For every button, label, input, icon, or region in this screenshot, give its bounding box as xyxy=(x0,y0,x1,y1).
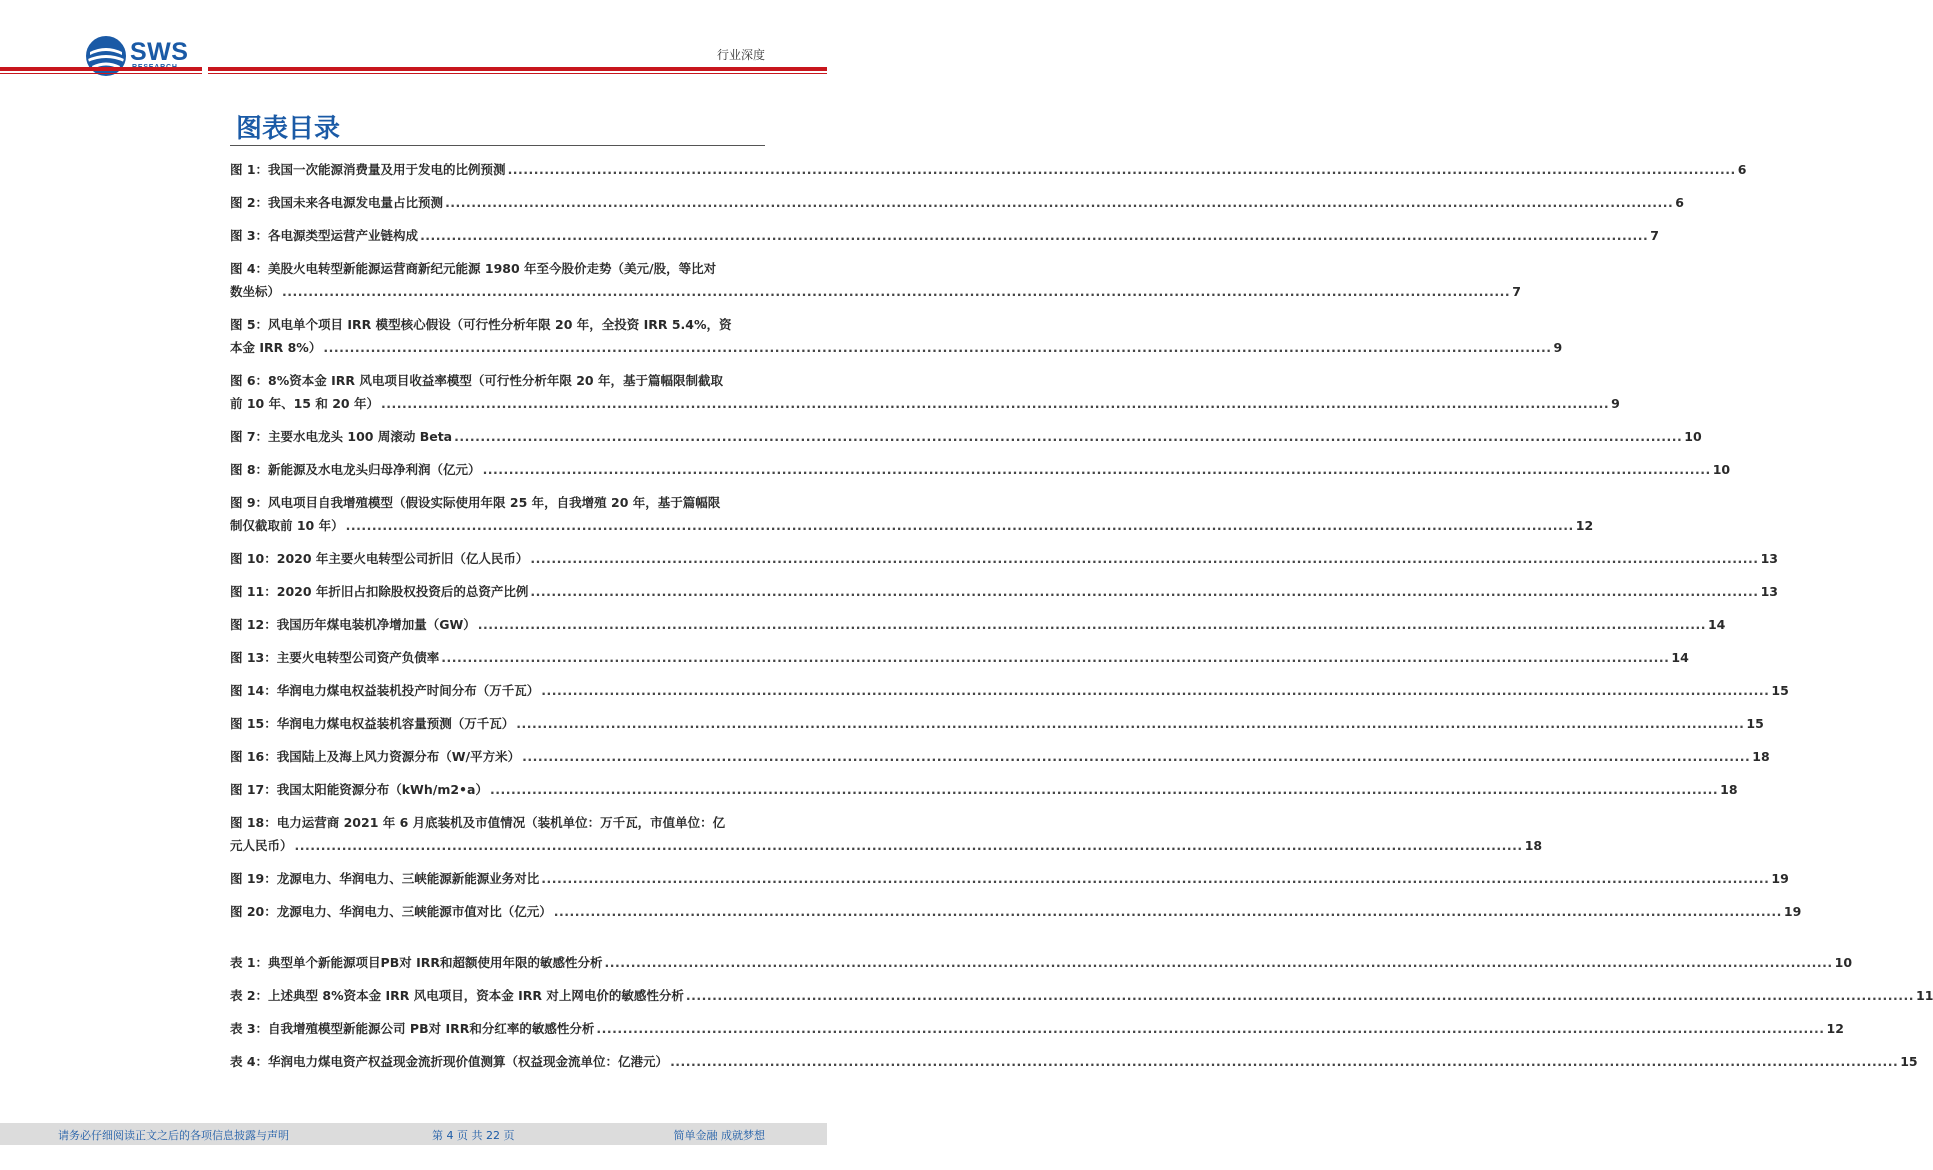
toc-dot-leader: .......................................................................................................................................................................................................................................... xyxy=(541,871,1770,886)
logo-text: SWS xyxy=(130,38,189,66)
toc-page-number: 6 xyxy=(1737,162,1747,177)
toc-page-number: 19 xyxy=(1783,904,1802,919)
toc-entry-label: 图 17：我国太阳能资源分布（kWh/m2•a） xyxy=(230,782,488,797)
toc-entry-label: 图 9：风电项目自我增殖模型（假设实际使用年限 25 年，自我增殖 20 年，基于篇幅限 xyxy=(230,495,721,510)
toc-entry[interactable] xyxy=(230,613,1726,636)
toc-dot-leader: .......................................................................................................................................................................................................................................... xyxy=(323,340,1552,355)
toc-entry-label: 图 13：主要火电转型公司资产负债率 xyxy=(230,650,440,665)
toc-entry-label-cont: 前 10 年、15 和 20 年） xyxy=(230,396,379,411)
toc-dot-leader: .......................................................................................................................................................................................................................................... xyxy=(489,782,1719,797)
toc-dot-leader: .......................................................................................................................................................................................................................................... xyxy=(380,396,1610,411)
toc-entry-label: 图 3：各电源类型运营产业链构成 xyxy=(230,228,419,243)
toc-entry-label: 表 4：华润电力煤电资产权益现金流折现价值测算（权益现金流单位：亿港元） xyxy=(230,1054,669,1069)
toc-page-number: 13 xyxy=(1760,551,1778,566)
toc-entry[interactable] xyxy=(230,1017,1844,1040)
toc-entry[interactable] xyxy=(230,547,1778,570)
toc-entry[interactable] xyxy=(230,900,1802,923)
toc-entry-label: 图 15：华润电力煤电权益装机容量预测（万千瓦） xyxy=(230,716,515,731)
header-rule-right-thin xyxy=(208,73,827,74)
toc-entry-label: 图 16：我国陆上及海上风力资源分布（W/平方米） xyxy=(230,749,521,764)
toc-page-number: 10 xyxy=(1712,462,1731,477)
toc-entry-label: 图 11：2020 年折旧占扣除股权投资后的总资产比例 xyxy=(230,584,529,599)
toc-page-number: 19 xyxy=(1771,871,1789,886)
page-number: 第 4 页 共 22 页 xyxy=(432,1129,515,1142)
toc-entry[interactable] xyxy=(230,778,1738,801)
toc-entry-label: 图 7：主要水电龙头 100 周滚动 Beta xyxy=(230,429,453,444)
toc-page-number: 10 xyxy=(1834,955,1853,970)
toc-page-number: 7 xyxy=(1512,284,1521,299)
toc-entry-label-cont: 制仅截取前 10 年） xyxy=(230,518,344,533)
page-title: 图表目录 xyxy=(236,114,341,144)
toc-page-number: 15 xyxy=(1746,716,1764,731)
toc-entry[interactable] xyxy=(230,679,1789,702)
toc-page-number: 11 xyxy=(1916,988,1933,1003)
toc-dot-leader: .......................................................................................................................................................................................................................................... xyxy=(553,904,1782,919)
toc-dot-leader: .......................................................................................................................................................................................................................................... xyxy=(522,749,1751,764)
toc-page-number: 15 xyxy=(1771,683,1789,698)
toc-entry-label: 图 20：龙源电力、华润电力、三峡能源市值对比（亿元） xyxy=(230,904,552,919)
toc-page-number: 10 xyxy=(1684,429,1702,444)
toc-entry[interactable] xyxy=(230,646,1689,669)
toc-dot-leader: .......................................................................................................................................................................................................................................... xyxy=(482,462,1711,477)
toc-dot-leader: .......................................................................................................................................................................................................................................... xyxy=(294,838,1523,853)
toc-page-number: 6 xyxy=(1675,195,1684,210)
toc-entry[interactable] xyxy=(230,191,1684,214)
toc-entry-label: 图 10：2020 年主要火电转型公司折旧（亿人民币） xyxy=(230,551,529,566)
toc-entry[interactable] xyxy=(230,811,1543,857)
toc-page-number: 18 xyxy=(1524,838,1543,853)
header-rule-left-thin xyxy=(0,73,202,74)
toc-entry[interactable] xyxy=(230,369,1620,415)
toc-dot-leader: .......................................................................................................................................................................................................................................... xyxy=(530,551,1759,566)
toc-dot-leader: .......................................................................................................................................................................................................................................... xyxy=(445,195,1674,210)
toc-entry-label: 图 19：龙源电力、华润电力、三峡能源新能源业务对比 xyxy=(230,871,540,886)
toc-entry-label: 图 1：我国一次能源消费量及用于发电的比例预测 xyxy=(230,162,506,177)
toc-entry-label: 图 8：新能源及水电龙头归母净利润（亿元） xyxy=(230,462,481,477)
toc-entry[interactable] xyxy=(230,1050,1918,1073)
toc-entry[interactable] xyxy=(230,867,1789,890)
footer-disclaimer[interactable]: 请务必仔细阅读正文之后的各项信息披露与声明 xyxy=(58,1129,289,1142)
toc-dot-leader: .......................................................................................................................................................................................................................................... xyxy=(604,955,1833,970)
toc-page-number: 18 xyxy=(1720,782,1738,797)
toc-dot-leader: .......................................................................................................................................................................................................................................... xyxy=(530,584,1759,599)
toc-dot-leader: .......................................................................................................................................................................................................................................... xyxy=(441,650,1670,665)
toc-entry-label-cont: 数坐标） xyxy=(230,284,281,299)
toc-entry-label: 表 3：自我增殖模型新能源公司 PB对 IRR和分红率的敏感性分析 xyxy=(230,1021,595,1036)
footer-slogan: 简单金融 成就梦想 xyxy=(673,1129,765,1142)
toc-entry[interactable] xyxy=(230,984,1933,1007)
toc-page-number: 9 xyxy=(1553,340,1563,355)
toc-dot-leader: .......................................................................................................................................................................................................................................... xyxy=(670,1054,1899,1069)
toc-entry[interactable] xyxy=(230,313,1563,359)
toc-dot-leader: .......................................................................................................................................................................................................................................... xyxy=(685,988,1915,1003)
toc-entry-label: 图 14：华润电力煤电权益装机投产时间分布（万千瓦） xyxy=(230,683,540,698)
toc-entry-label: 图 2：我国未来各电源发电量占比预测 xyxy=(230,195,444,210)
toc-entry-label: 表 2：上述典型 8%资本金 IRR 风电项目，资本金 IRR 对上网电价的敏感性分析 xyxy=(230,988,684,1003)
toc-page-number: 18 xyxy=(1752,749,1770,764)
toc-entry-label: 图 12：我国历年煤电装机净增加量（GW） xyxy=(230,617,476,632)
report-category: 行业深度 xyxy=(716,48,765,62)
toc-dot-leader: .......................................................................................................................................................................................................................................... xyxy=(507,162,1736,177)
toc-entry[interactable] xyxy=(230,951,1853,974)
toc-dot-leader: .......................................................................................................................................................................................................................................... xyxy=(282,284,1511,299)
toc-entry-label: 图 4：美股火电转型新能源运营商新纪元能源 1980 年至今股价走势（美元/股，等比对 xyxy=(230,261,717,276)
toc-dot-leader: .......................................................................................................................................................................................................................................... xyxy=(454,429,1683,444)
toc-entry[interactable] xyxy=(230,458,1731,481)
figure-list xyxy=(230,158,1802,933)
toc-page-number: 14 xyxy=(1707,617,1726,632)
toc-page-number: 9 xyxy=(1611,396,1620,411)
toc-entry[interactable] xyxy=(230,580,1778,603)
toc-page-number: 12 xyxy=(1826,1021,1844,1036)
table-list xyxy=(230,951,1933,1083)
toc-entry[interactable] xyxy=(230,158,1747,181)
header-rule-left xyxy=(0,67,202,71)
toc-page-number: 12 xyxy=(1575,518,1594,533)
toc-page-number: 14 xyxy=(1671,650,1689,665)
toc-entry[interactable] xyxy=(230,257,1521,303)
toc-dot-leader: .......................................................................................................................................................................................................................................... xyxy=(477,617,1706,632)
toc-dot-leader: .......................................................................................................................................................................................................................................... xyxy=(516,716,1745,731)
toc-entry-label: 表 1：典型单个新能源项目PB对 IRR和超额使用年限的敏感性分析 xyxy=(230,955,603,970)
toc-entry[interactable] xyxy=(230,712,1764,735)
toc-page-number: 13 xyxy=(1760,584,1778,599)
title-divider xyxy=(230,145,765,146)
toc-dot-leader: .......................................................................................................................................................................................................................................... xyxy=(596,1021,1825,1036)
toc-dot-leader: .......................................................................................................................................................................................................................................... xyxy=(420,228,1649,243)
toc-entry-label: 图 5：风电单个项目 IRR 模型核心假设（可行性分析年限 20 年，全投资 IRR 5.4%，资 xyxy=(230,317,732,332)
toc-entry-label-cont: 元人民币） xyxy=(230,838,293,853)
toc-entry-label: 图 18：电力运营商 2021 年 6 月底装机及市值情况（装机单位：万千瓦，市值单位：亿 xyxy=(230,815,726,830)
toc-dot-leader: .......................................................................................................................................................................................................................................... xyxy=(541,683,1770,698)
toc-page-number: 7 xyxy=(1650,228,1659,243)
toc-entry[interactable] xyxy=(230,491,1594,537)
toc-entry[interactable] xyxy=(230,745,1770,768)
toc-entry[interactable] xyxy=(230,425,1702,448)
toc-entry[interactable] xyxy=(230,224,1659,247)
toc-page-number: 15 xyxy=(1900,1054,1918,1069)
header-rule-right xyxy=(208,67,827,71)
toc-entry-label: 图 6：8%资本金 IRR 风电项目收益率模型（可行性分析年限 20 年，基于篇幅限制截取 xyxy=(230,373,723,388)
toc-entry-label-cont: 本金 IRR 8%） xyxy=(230,340,322,355)
toc-dot-leader: .......................................................................................................................................................................................................................................... xyxy=(345,518,1574,533)
